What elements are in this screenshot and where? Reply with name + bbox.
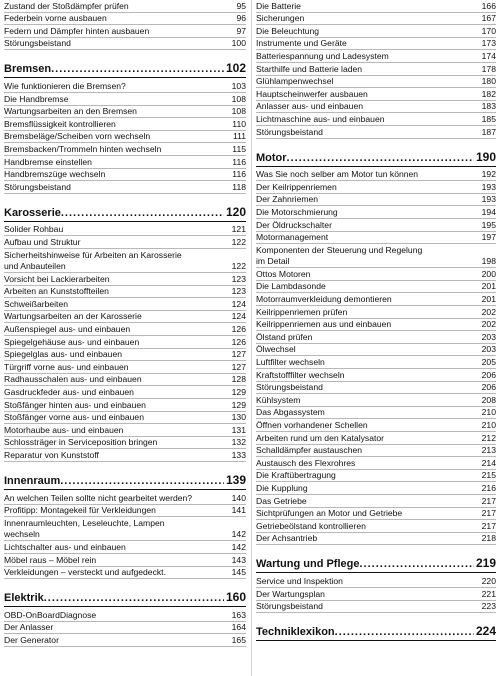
entry-title: Kühlsystem [256,394,301,405]
entry-page: 202 [481,306,496,317]
entry-title: Störungsbeistand [4,181,71,192]
toc-entry [256,382,496,395]
toc-entry [256,38,496,51]
section-page: 219 [475,556,496,571]
entry-page: 170 [481,25,496,36]
entry-page: 165 [231,634,246,645]
toc-entry [256,331,496,344]
toc-entry [4,25,246,38]
entry-page: 108 [231,93,246,104]
section-title: Wartung und Pflege [256,558,360,571]
entry-page: 206 [481,369,496,380]
entry-page: 216 [481,482,496,493]
toc-entry [256,293,496,306]
entry-page: 123 [231,273,246,284]
toc-entry [256,588,496,601]
entry-title: Bremsbeläge/Scheiben vorn wechseln [4,131,151,142]
entry-page: 195 [481,219,496,230]
entry-title: Schweißarbeiten [4,298,69,309]
entry-page: 131 [231,424,246,435]
entry-title-line1: Sicherheitshinweise für Arbeiten an Karosserie [4,249,182,260]
entry-page: 217 [481,495,496,506]
entry-page: 126 [231,336,246,347]
entry-title: Bremsbacken/Trommeln hinten wechseln [4,143,162,154]
entry-page: 201 [481,281,496,292]
entry-title: Die Lambdasonde [256,281,326,292]
toc-entry [256,281,496,294]
toc-entry [256,407,496,420]
entry-title: An welchen Teilen sollte nicht gearbeitet werden? [4,492,193,503]
entry-title: Sichtprüfungen an Motor und Getriebe [256,508,403,519]
entry-page: 163 [231,609,246,620]
entry-page: 124 [231,298,246,309]
entry-page: 193 [481,194,496,205]
entry-title: Störungsbeistand [4,38,71,49]
entry-page: 182 [481,88,496,99]
entry-title-line2: wechseln [4,529,40,540]
entry-page: 218 [481,533,496,544]
entry-page: 128 [231,374,246,385]
entry-title: Ölstand prüfen [256,331,313,342]
section-title: Innenraum [4,475,61,487]
entry-page: 183 [481,101,496,112]
entry-title: Motormanagement [256,232,329,243]
entry-page: 127 [231,361,246,372]
left-column [4,0,246,676]
entry-title: Arbeiten an Kunststoffteilen [4,286,109,297]
toc-entry [4,567,246,580]
toc-entry [4,13,246,26]
entry-page: 174 [481,50,496,61]
entry-title: Was Sie noch selber am Motor tun können [256,169,419,180]
toc-entry [4,0,246,13]
entry-page: 203 [481,344,496,355]
section-page: 224 [475,624,496,639]
section-techniklexikon [256,619,496,641]
entry-title: Türgriff vorne aus- und einbauen [4,361,129,372]
entry-title: Der Öldruckschalter [256,219,332,230]
entry-title: Reparatur von Kunststoff [4,450,99,460]
toc-entry [256,306,496,319]
toc-entry [4,169,246,182]
entry-title: Die Handbremse [4,93,69,104]
entry-page: 142 [231,541,246,552]
entry-title: Lichtmaschine aus- und einbauen [256,113,385,124]
toc-entry-multiline [4,517,246,541]
entry-page: 133 [231,450,246,460]
entry-page: 130 [231,412,246,423]
entry-page: 111 [232,131,246,142]
toc-entry [256,495,496,508]
entry-title: Der Generator [4,634,59,645]
entry-page: 126 [231,324,246,335]
entry-page: 215 [481,470,496,481]
entry-title: Starthilfe und Batterie laden [256,63,363,74]
entry-page: 121 [231,224,246,235]
entry-title: Wartungsarbeiten an der Karosserie [4,311,142,322]
entry-title: Bremsflüssigkeit kontrollieren [4,118,116,129]
toc-entry [4,449,246,462]
entry-title: Verkleidungen – versteckt und aufgedeckt. [4,567,166,578]
entry-title: Schlossträger in Serviceposition bringen [4,437,158,448]
entry-page: 200 [481,268,496,279]
toc-entry [4,286,246,299]
dot-leader [335,626,474,640]
toc-entry [4,622,246,635]
entry-title: Der Anlasser [4,622,54,633]
toc-entry [256,394,496,407]
toc-entry [256,445,496,458]
toc-entry [4,386,246,399]
entry-title: Motorraumverkleidung demontieren [256,294,392,305]
entry-page: 173 [481,38,496,49]
toc-entry [4,505,246,518]
section-karosserie [4,200,246,222]
entry-page: 118 [232,181,246,192]
toc-entry [256,482,496,495]
section-motor [256,145,496,167]
toc-entry [4,80,246,93]
toc-entry-multiline [4,249,246,273]
entry-title: Die Beleuchtung [256,25,320,36]
toc-entry [256,457,496,470]
entry-title: Keilrippenriemen prüfen [256,306,348,317]
entry-page: 145 [231,567,246,578]
dot-leader [51,63,224,77]
entry-title: Luftfilter wechseln [256,357,325,368]
entry-page: 127 [231,349,246,360]
section-page: 120 [225,204,246,219]
entry-page: 141 [231,505,246,516]
entry-page: 206 [481,382,496,393]
entry-page: 110 [232,118,246,129]
toc-entry [256,356,496,369]
section-page: 190 [475,149,496,164]
entry-title: Störungsbeistand [256,126,323,137]
toc-entry [4,361,246,374]
toc-entry [4,156,246,169]
entry-title: Radhausschalen aus- und einbauen [4,374,142,385]
entry-title: Der Zahnriemen [256,194,319,205]
entry-title: Gasdruckfeder aus- und einbauen [4,387,134,398]
entry-page: 213 [481,445,496,456]
toc-entry [256,470,496,483]
toc-entry [4,106,246,119]
toc-entry [256,0,496,13]
toc-entry [4,131,246,144]
toc-entry [256,169,496,182]
toc-entry [256,520,496,533]
toc-entry [4,38,246,51]
toc-entry [256,126,496,139]
entry-page: 210 [481,420,496,430]
entry-title: Sicherungen [256,13,305,24]
entry-page: 166 [481,0,496,11]
entry-page: 108 [231,106,246,117]
entry-page: 194 [481,206,496,217]
dot-leader [60,475,224,489]
section-bremsen [4,56,246,78]
entry-page: 167 [481,13,496,24]
section-title: Elektrik [4,592,44,605]
entry-title: Service und Inspektion [256,575,343,586]
entry-title: Profitipp: Montagekeil für Verkleidungen [4,505,156,516]
entry-page: 193 [481,181,496,192]
entry-title: Spiegelglas aus- und einbauen [4,349,123,360]
entry-page: 185 [481,113,496,124]
toc-entry [256,76,496,89]
entry-title: OBD-OnBoardDiagnose [4,609,97,620]
entry-title: Ottos Motoren [256,268,311,279]
entry-title: Möbel raus – Möbel rein [4,554,97,565]
entry-page: 223 [481,601,496,612]
entry-title: Das Abgassystem [256,407,325,418]
toc-entry-multiline [256,244,496,268]
toc-entry [256,219,496,232]
entry-page: 221 [481,588,496,599]
toc-entry [256,206,496,219]
toc-entry [256,575,496,588]
entry-title: Außenspiegel aus- und einbauen [4,324,131,335]
toc-entry [4,374,246,387]
entry-page: 96 [236,13,246,24]
entry-title: Hauptscheinwerfer ausbauen [256,88,368,99]
section-innenraum [4,468,246,490]
section-elektrik [4,585,246,607]
entry-title: Lichtschalter aus- und einbauen [4,541,126,552]
toc-entry [256,194,496,207]
entry-title: Vorsicht bei Lackierarbeiten [4,273,110,284]
section-title: Motor [256,151,287,164]
entry-title: Anlasser aus- und einbauen [256,101,364,112]
entry-page: 143 [231,554,246,565]
entry-page: 203 [481,331,496,342]
entry-page: 210 [481,407,496,418]
dot-leader [44,592,224,606]
toc-entry [256,369,496,382]
section-wartung [256,551,496,573]
toc-entry [4,609,246,622]
entry-title: Das Getriebe [256,495,307,506]
toc-entry [4,541,246,554]
entry-title: Motorhaube aus- und einbauen [4,424,124,435]
entry-title: Stoßfänger hinten aus- und einbauen [4,399,146,410]
entry-title: Zustand der Stoßdämpfer prüfen [4,0,129,11]
toc-entry [256,88,496,101]
entry-title: Schalldämpfer austauschen [256,445,363,456]
entry-title: Federbein vorne ausbauen [4,13,107,24]
toc-entry [4,93,246,106]
entry-page: 201 [481,294,496,305]
section-title: Karosserie [4,206,61,219]
toc-entry [4,311,246,324]
entry-title: Öffnen vorhandener Schellen [256,420,368,430]
entry-page: 132 [231,437,246,448]
dot-leader [287,152,474,166]
entry-title: Die Motorschmierung [256,206,338,217]
toc-entry [256,101,496,114]
toc-entry [4,236,246,249]
entry-page: 95 [236,0,246,11]
entry-page: 116 [232,169,246,180]
entry-page: 129 [231,399,246,410]
entry-title-line2: und Anbauteilen [4,261,66,272]
toc-entry [4,323,246,336]
entry-title: Glühlampenwechsel [256,76,334,87]
toc-entry [256,268,496,281]
section-page: 102 [225,61,246,76]
toc-entry [4,349,246,362]
toc-entry [256,13,496,26]
entry-page: 123 [231,286,246,297]
toc-entry [256,508,496,521]
toc-entry [256,25,496,38]
entry-title: Spiegelgehäuse aus- und einbauen [4,336,140,347]
right-column [256,0,496,676]
entry-page: 212 [481,432,496,443]
entry-page: 100 [231,38,246,49]
column-divider [251,0,252,676]
entry-page: 164 [231,622,246,633]
section-title: Bremsen [4,63,52,76]
section-title: Techniklexikon [256,626,335,639]
entry-title: Ölwechsel [256,344,296,355]
entry-page: 187 [481,126,496,137]
entry-title: Arbeiten rund um den Katalysator [256,432,385,443]
toc-entry [256,319,496,332]
entry-title: Der Achsantrieb [256,533,318,544]
entry-page: 115 [232,143,246,154]
entry-page: 197 [481,232,496,243]
toc-entry [4,492,246,505]
toc-entry [256,601,496,614]
entry-title-line1: Innenraumleuchten, Leseleuchte, Lampen [4,517,165,528]
entry-title: Wartungsarbeiten an den Bremsen [4,106,137,117]
toc-entry [4,143,246,156]
entry-title: Handbremszüge wechseln [4,169,106,180]
toc-entry [4,424,246,437]
entry-title: Stoßfänger vorne aus- und einbauen [4,412,144,423]
toc-entry [256,50,496,63]
entry-page: 124 [231,311,246,322]
toc-entry [4,437,246,450]
entry-title: Kraftstofffilter wechseln [256,369,345,380]
entry-page: 217 [481,508,496,519]
entry-page: 122 [231,236,246,247]
entry-page: 192 [481,169,496,180]
toc-entry [256,419,496,432]
entry-title: Keilrippenriemen aus und einbauen [256,319,392,330]
entry-page: 140 [231,492,246,503]
entry-title: Störungsbeistand [256,601,323,612]
entry-title: Getriebeölstand kontrollieren [256,520,366,531]
entry-page: 180 [481,76,496,87]
entry-page: 142 [231,529,246,540]
entry-title: Der Keilrippenriemen [256,181,337,192]
entry-title: Die Batterie [256,0,301,11]
entry-page: 122 [231,261,246,272]
entry-title: Die Kupplung [256,482,308,493]
toc-entry [256,63,496,76]
toc-entry [4,554,246,567]
entry-page: 97 [236,25,246,36]
toc-entry [4,399,246,412]
entry-page: 205 [481,357,496,368]
toc-entry [4,224,246,237]
toc-entry [256,232,496,245]
entry-title: Austausch des Flexrohres [256,457,356,468]
entry-page: 202 [481,319,496,330]
entry-title: Instrumente und Geräte [256,38,347,49]
toc-entry [4,634,246,647]
dot-leader [61,207,224,221]
entry-title: Störungsbeistand [256,382,323,393]
entry-title: Die Kraftübertragung [256,470,336,481]
toc-entry [256,432,496,445]
entry-page: 214 [481,457,496,468]
entry-title-line1: Komponenten der Steuerung und Regelung [256,244,423,255]
section-page: 160 [225,590,246,605]
entry-title-line2: im Detail [256,256,290,267]
entry-page: 103 [231,80,246,91]
entry-title: Der Wartungsplan [256,588,325,599]
toc-entry [4,336,246,349]
dot-leader [359,558,473,572]
toc-entry [256,113,496,126]
entry-title: Batteriespannung und Ladesystem [256,50,389,61]
toc-entry [4,181,246,194]
entry-page: 129 [231,387,246,398]
toc-entry [4,298,246,311]
entry-title: Handbremse einstellen [4,156,92,167]
entry-page: 220 [481,575,496,586]
entry-title: Aufbau und Struktur [4,236,81,247]
entry-page: 116 [232,156,246,167]
toc-entry [4,118,246,131]
entry-page: 208 [481,394,496,405]
entry-page: 198 [481,256,496,267]
entry-page: 178 [481,63,496,74]
entry-title: Federn und Dämpfer hinten ausbauen [4,25,150,36]
toc-entry [4,273,246,286]
toc-entry [256,344,496,357]
section-page: 139 [225,473,246,487]
entry-title: Solider Rohbau [4,224,64,235]
entry-title: Wie funktionieren die Bremsen? [4,80,126,91]
entry-page: 217 [481,520,496,531]
toc-entry [256,181,496,194]
toc-entry [256,533,496,546]
toc-entry [4,412,246,425]
